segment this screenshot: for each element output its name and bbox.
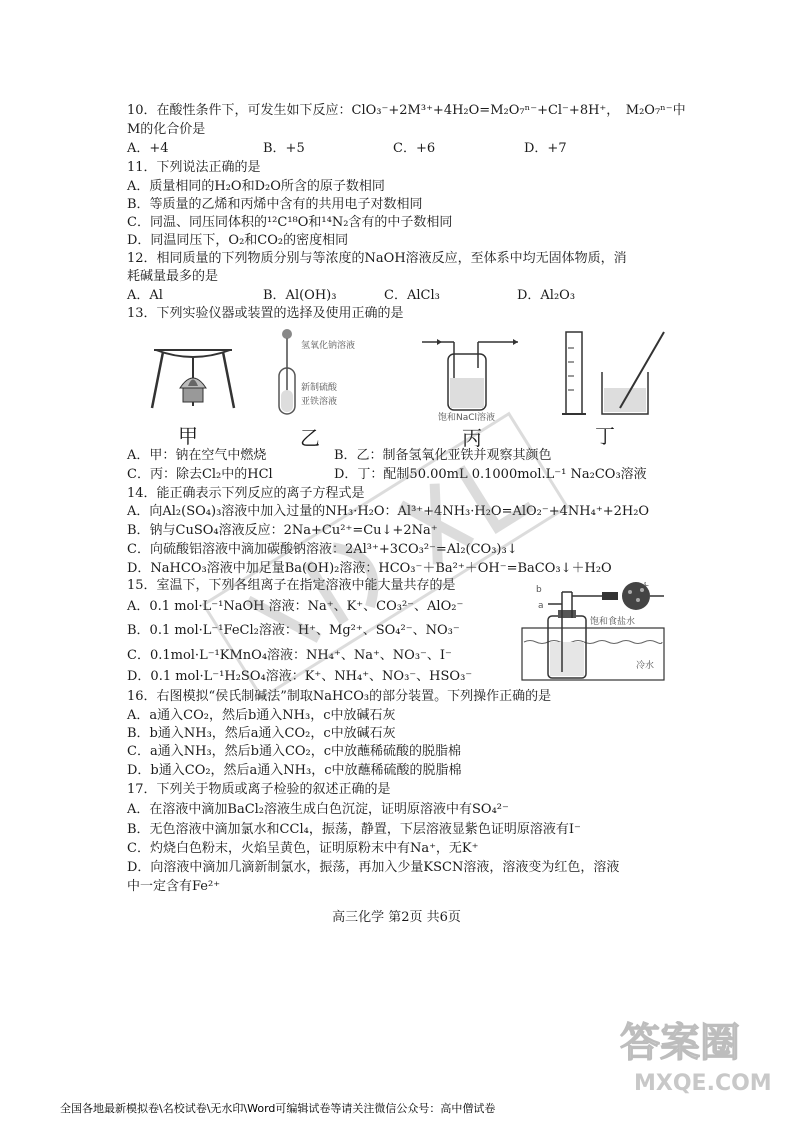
q12-stem-line2: 耗碱量最多的是 xyxy=(127,269,219,284)
q11-option-a: A．质量相同的H₂O和D₂O所含的原子数相同 xyxy=(127,179,385,194)
test-tube-dropper-figure xyxy=(275,328,415,420)
q13-option-d: D．丁：配制50.00mL 0.1000mol.L⁻¹ Na₂CO₃溶液 xyxy=(334,467,647,482)
q17-option-d: D．向溶液中滴加几滴新制氯水，振荡，再加入少量KSCN溶液，溶液变为红色，溶液 xyxy=(127,860,620,875)
apparatus-label-b: b xyxy=(536,585,542,595)
q15-option-c: C．0.1mol·L⁻¹KMnO₄溶液：NH₄⁺、Na⁺、NO₃⁻、I⁻ xyxy=(127,648,452,663)
q17-option-c: C．灼烧白色粉末，火焰呈黄色，证明原粉末中有Na⁺，无K⁺ xyxy=(127,841,479,856)
q15-option-d: D．0.1 mol·L⁻¹H₂SO₄溶液：K⁺、NH₄⁺、NO₃⁻、HSO₃⁻ xyxy=(127,669,473,684)
q16-option-c: C．a通入NH₃，然后b通入CO₂，c中放蘸稀硫酸的脱脂棉 xyxy=(127,744,462,759)
gas-washing-bottle-figure xyxy=(420,328,550,424)
apparatus-label-a: a xyxy=(538,601,544,611)
hou-soda-apparatus-figure xyxy=(518,582,668,682)
q15-stem: 15．室温下，下列各组离子在指定溶液中能大量共存的是 xyxy=(127,578,456,593)
q13-figures xyxy=(130,328,670,450)
q12-option-d: D．Al₂O₃ xyxy=(517,288,576,303)
q14-option-a: A．向Al₂(SO₄)₃溶液中加入过量的NH₃·H₂O：Al³⁺+4NH₃·H₂O=AlO₂⁻+4NH₄⁺+2H₂O xyxy=(127,504,650,519)
q16-option-a: A．a通入CO₂，然后b通入NH₃，c中放碱石灰 xyxy=(127,708,396,723)
q16-option-d: D．b通入CO₂，然后a通入NH₃，c中放蘸稀硫酸的脱脂棉 xyxy=(127,763,462,778)
q12-option-a: A．Al xyxy=(127,288,163,303)
q12-option-c: C．AlCl₃ xyxy=(384,288,440,303)
q15-option-b: B．0.1 mol·L⁻¹FeCl₂溶液：H⁺、Mg²⁺、SO₄²⁻、NO₃⁻ xyxy=(127,623,460,638)
q13-option-c: C．丙：除去Cl₂中的HCl xyxy=(127,467,273,482)
q11-option-c: C．同温、同压同体积的¹²C¹⁸O和¹⁴N₂含有的中子数相同 xyxy=(127,215,453,230)
q11-option-b: B．等质量的乙烯和丙烯中含有的共用电子对数相同 xyxy=(127,197,423,212)
q14-stem: 14．能正确表示下列反应的离子方程式是 xyxy=(127,486,365,501)
fig-bing-bottom-text: 饱和NaCl溶液 xyxy=(438,413,496,423)
q17-option-d-continued: 中一定含有Fe²⁺ xyxy=(127,879,221,894)
page-footer: 高三化学 第2页 共6页 xyxy=(332,910,461,925)
q15-option-a: A．0.1 mol·L⁻¹NaOH 溶液：Na⁺、K⁺、CO₃²⁻、AlO₂⁻ xyxy=(127,599,464,614)
q12-option-b: B．Al(OH)₃ xyxy=(263,288,337,303)
fig-yi-bottom-text-1: 新制硫酸 xyxy=(301,383,338,393)
q11-option-d: D．同温同压下，O₂和CO₂的密度相同 xyxy=(127,233,349,248)
apparatus-label-cold-water: 冷水 xyxy=(636,661,655,671)
apparatus-label-brine: 饱和食盐水 xyxy=(590,617,636,627)
q10-option-c: C．+6 xyxy=(393,141,436,156)
q17-option-b: B．无色溶液中滴加氯水和CCl₄，振荡，静置，下层溶液显紫色证明原溶液有I⁻ xyxy=(127,822,581,837)
q10-option-b: B．+5 xyxy=(263,141,305,156)
answer-circle-logo xyxy=(612,1010,772,1100)
q10-option-d: D．+7 xyxy=(524,141,567,156)
q14-option-b: B．钠与CuSO₄溶液反应：2Na+Cu²⁺=Cu↓+2Na⁺ xyxy=(127,523,438,538)
q10-stem-line2: M的化合价是 xyxy=(127,122,206,137)
logo-sub-text: MXQE.COM xyxy=(634,1071,772,1096)
q12-stem-line1: 12．相同质量的下列物质分别与等浓度的NaOH溶液反应，至体系中均无固体物质，消 xyxy=(127,251,627,266)
q10-stem-line1: 10．在酸性条件下，可发生如下反应：ClO₃⁻+2M³⁺+4H₂O=M₂O₇ⁿ⁻+Cl⁻+8H⁺， M₂O₇ⁿ⁻中 xyxy=(127,103,686,118)
fig-yi-bottom-text-2: 亚铁溶液 xyxy=(301,397,338,407)
q16-stem: 16．右图模拟“侯氏制碱法”制取NaHCO₃的部分装置。下列操作正确的是 xyxy=(127,689,552,704)
bottom-banner: 全国各地最新模拟卷\名校试卷\无水印\Word可编辑试卷等请关注微信公众号：高中僧试卷 xyxy=(60,1102,496,1115)
logo-main-text: 答案圈 xyxy=(620,1020,740,1066)
q14-option-c: C．向硫酸铝溶液中滴加碳酸钠溶液：2Al³⁺+3CO₃²⁻=Al₂(CO₃)₃↓ xyxy=(127,542,518,557)
fig-label-yi: 乙 xyxy=(300,426,320,450)
q17-option-a: A．在溶液中滴加BaCl₂溶液生成白色沉淀，证明原溶液中有SO₄²⁻ xyxy=(127,802,509,817)
q11-stem: 11．下列说法正确的是 xyxy=(127,160,261,175)
q13-option-a: A．甲：钠在空气中燃烧 xyxy=(127,448,267,463)
fig-yi-top-text: 氢氧化钠溶液 xyxy=(301,341,356,351)
q13-option-b: B．乙：制备氢氧化亚铁并观察其颜色 xyxy=(334,448,552,463)
fig-label-bing: 丙 xyxy=(462,426,482,450)
q16-option-b: B．b通入NH₃，然后a通入CO₂，c中放碱石灰 xyxy=(127,726,396,741)
q13-stem: 13．下列实验仪器或装置的选择及使用正确的是 xyxy=(127,306,404,321)
q14-option-d: D．NaHCO₃溶液中加足量Ba(OH)₂溶液：HCO₃⁻＋Ba²⁺＋OH⁻=BaCO₃↓＋H₂O xyxy=(127,561,612,576)
q17-stem: 17．下列关于物质或离子检验的叙述正确的是 xyxy=(127,782,391,797)
cylinder-beaker-figure xyxy=(560,328,670,424)
q10-option-a: A．+4 xyxy=(127,141,169,156)
fig-label-jia: 甲 xyxy=(178,424,198,448)
tripod-crucible-figure xyxy=(148,328,238,418)
fig-label-ding: 丁 xyxy=(595,424,615,448)
apparatus-label-c: c xyxy=(644,582,649,589)
